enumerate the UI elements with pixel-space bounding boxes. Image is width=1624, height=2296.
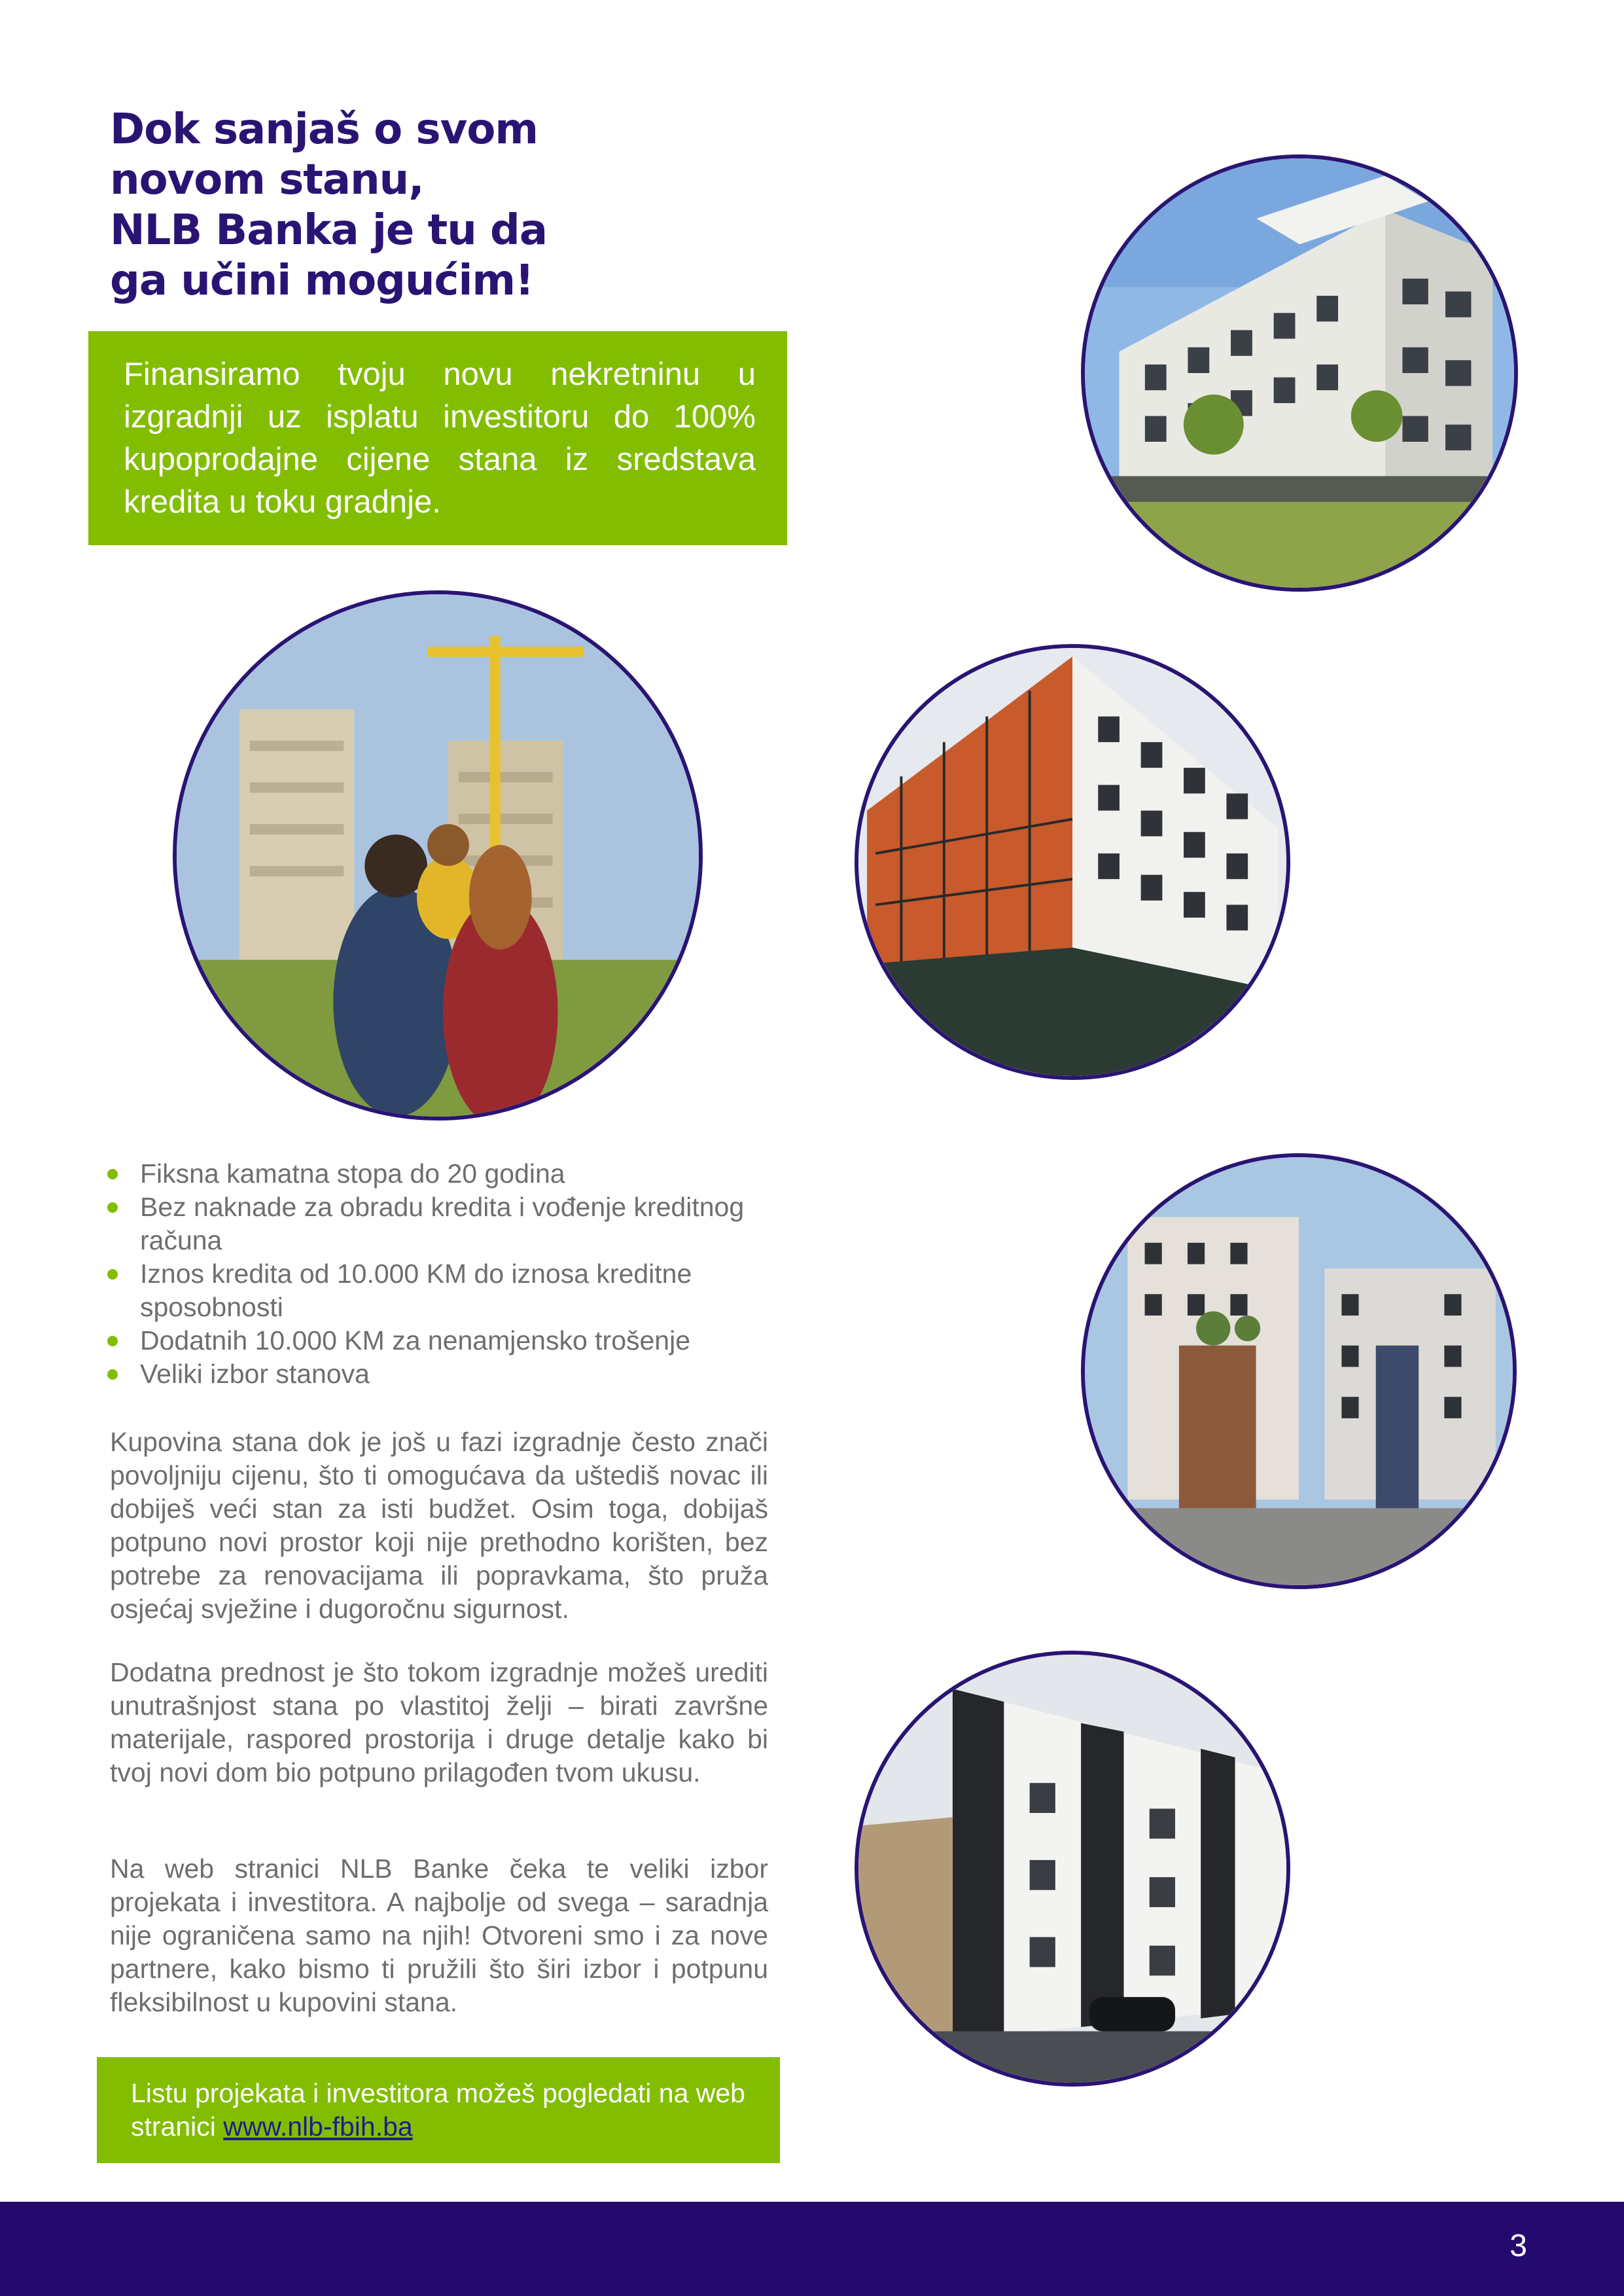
paragraph-projects-investors: Na web stranici NLB Banke čeka te veliki izbor projekata i investitora. A najbolje od svega – saradnja nije ograničena samo na njih! Otvoreni smo i za nove partnere, kako bismo ti pružili što širi izbor i potpunu fleksibilnost u kupovini stana. [110,1854,768,2017]
benefit-item: Dodatnih 10.000 KM za nenamjensko trošenje [105,1324,798,1357]
apartment-illustration [858,1655,1286,2083]
building-illustration [1085,158,1514,588]
headline-line: novom stanu, [110,156,424,204]
family-illustration [177,594,699,1117]
complex-illustration [1085,1157,1513,1585]
benefit-item: Veliki izbor stanova [105,1357,798,1391]
photo-modern-apartment-block [855,1651,1290,2087]
benefit-item: Bez naknade za obradu kredita i vođenje kreditnog računa [105,1191,798,1257]
headline-line: NLB Banka je tu da [110,206,548,255]
benefit-item: Iznos kredita od 10.000 KM do iznosa kreditne sposobnosti [105,1257,798,1324]
website-link[interactable]: www.nlb-fbih.ba [223,2111,413,2142]
intro-text: Finansiramo tvoju novu nekretninu u izgradnji uz isplatu investitoru do 100% kupoprodajne cijene stana iz sredstava kredita u toku gradnje. [124,357,756,520]
benefits-list [105,1157,798,1391]
construction-illustration [858,648,1286,1076]
benefit-item: Fiksna kamatna stopa do 20 godina [105,1157,798,1191]
cta-box [97,2057,780,2163]
photo-finished-building [1081,154,1518,592]
intro-box [88,331,787,545]
paragraph-price-advantage: Kupovina stana dok je još u fazi izgradnje često znači povoljniju cijenu, što ti omogućava da uštediš novac ili dobiješ veći stan za isti budžet. Osim toga, dobijaš potpuno novi prostor koji nije prethodno korišten, bez potrebe za renovacijama ili popravkama, što pruža osjećaj svježine i dugoročnu sigurnost. [110,1427,768,1624]
headline-line: Dok sanjaš o svom [110,105,538,154]
photo-building-under-construction [855,644,1290,1080]
cta-text: Listu projekata i investitora možeš pogledati na web stranici [131,2078,745,2142]
photo-residential-complex [1081,1153,1517,1589]
page-number: 3 [1509,2229,1527,2263]
photo-family-construction [173,590,703,1121]
headline [110,105,607,306]
footer-bar [0,2202,1624,2296]
headline-line: ga učini mogućim! [110,257,534,305]
paragraph-interior-customization: Dodatna prednost je što tokom izgradnje možeš urediti unutrašnjost stana po vlastitoj želji – birati završne materijale, raspored prostorija i druge detalje kako bi tvoj novi dom bio potpuno prilagođen tvom ukusu. [110,1657,768,1787]
